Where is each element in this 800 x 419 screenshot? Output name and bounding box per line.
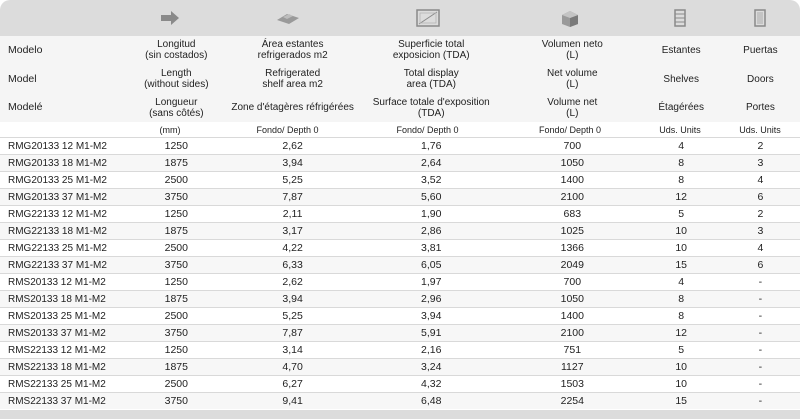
cell-shelves: 10 bbox=[675, 242, 688, 254]
unit-shelves: Uds. Units bbox=[659, 124, 701, 135]
cell-shelf-area: 3,94 bbox=[282, 157, 303, 169]
table-row bbox=[0, 341, 800, 358]
icon-cell-shelf-area bbox=[220, 0, 355, 36]
table-row bbox=[0, 188, 800, 205]
cell-model: RMG22133 25 M1-M2 bbox=[8, 242, 107, 254]
cell-volume: 1050 bbox=[560, 293, 584, 305]
header-row-spanish bbox=[0, 36, 800, 65]
header-es-shelves: Estantes bbox=[661, 44, 701, 56]
cell-model: RMS22133 37 M1-M2 bbox=[8, 395, 106, 407]
cell-shelf-area: 2,11 bbox=[282, 208, 303, 220]
cell-shelf-area: 7,87 bbox=[282, 191, 303, 203]
cell-shelf-area: 4,22 bbox=[282, 242, 303, 254]
header-fr-model: Modelé bbox=[8, 101, 43, 114]
cell-shelves: 4 bbox=[678, 140, 685, 152]
header-fr-doors: Portes bbox=[745, 102, 775, 114]
cell-model: RMS22133 25 M1-M2 bbox=[8, 378, 106, 390]
cell-shelves: 8 bbox=[678, 293, 685, 305]
cell-doors: - bbox=[758, 293, 763, 305]
cell-shelves: 4 bbox=[678, 276, 685, 288]
cell-model: RMG22133 37 M1-M2 bbox=[8, 259, 107, 271]
cell-volume: 2049 bbox=[560, 259, 584, 271]
doors-icon bbox=[753, 8, 767, 28]
cell-shelf-area: 5,25 bbox=[282, 310, 303, 322]
unit-length: (mm) bbox=[159, 124, 181, 135]
table-row bbox=[0, 239, 800, 256]
cell-display-area: 3,94 bbox=[421, 310, 442, 322]
table-body bbox=[0, 137, 800, 409]
header-es-shelf-area: Área estantes refrigerados m2 bbox=[257, 39, 328, 62]
cell-length: 1250 bbox=[164, 208, 188, 220]
header-fr-length: Longueur (sans côtés) bbox=[149, 96, 204, 119]
header-en-display-area: Total display area (TDA) bbox=[403, 68, 459, 91]
cell-doors: - bbox=[758, 310, 763, 322]
cell-model: RMS22133 12 M1-M2 bbox=[8, 344, 106, 356]
shelves-icon bbox=[673, 8, 687, 28]
cell-doors: - bbox=[758, 344, 763, 356]
unit-display-area: Fondo/ Depth 0 bbox=[396, 124, 459, 135]
cell-length: 1875 bbox=[164, 157, 188, 169]
table-row bbox=[0, 154, 800, 171]
cell-display-area: 5,60 bbox=[421, 191, 442, 203]
cell-display-area: 2,86 bbox=[421, 225, 442, 237]
cell-volume: 1503 bbox=[560, 378, 584, 390]
cell-volume: 2254 bbox=[560, 395, 584, 407]
cell-doors: 6 bbox=[757, 259, 764, 271]
cell-display-area: 6,05 bbox=[421, 259, 442, 271]
cell-length: 1875 bbox=[164, 293, 188, 305]
unit-shelf-area: Fondo/ Depth 0 bbox=[256, 124, 319, 135]
cell-shelf-area: 6,33 bbox=[282, 259, 303, 271]
table-row bbox=[0, 375, 800, 392]
cell-length: 1250 bbox=[164, 140, 188, 152]
cell-volume: 2100 bbox=[560, 327, 584, 339]
header-es-volume: Volumen neto (L) bbox=[541, 39, 603, 62]
cell-doors: 4 bbox=[757, 174, 764, 186]
cell-model: RMG20133 18 M1-M2 bbox=[8, 157, 107, 169]
header-fr-volume: Volume net (L) bbox=[547, 96, 598, 119]
icon-header-band bbox=[0, 0, 800, 36]
cell-shelves: 8 bbox=[678, 310, 685, 322]
cell-length: 3750 bbox=[164, 395, 188, 407]
table-row bbox=[0, 171, 800, 188]
cell-display-area: 1,97 bbox=[421, 276, 442, 288]
cell-display-area: 1,76 bbox=[421, 140, 442, 152]
table-row bbox=[0, 324, 800, 341]
unit-doors: Uds. Units bbox=[739, 124, 781, 135]
cell-doors: 2 bbox=[757, 208, 764, 220]
cell-display-area: 1,90 bbox=[421, 208, 442, 220]
cell-length: 3750 bbox=[164, 191, 188, 203]
cell-length: 2500 bbox=[164, 242, 188, 254]
cell-shelves: 15 bbox=[675, 259, 688, 271]
icon-cell-display-area bbox=[355, 0, 500, 36]
icon-cell-length bbox=[120, 0, 220, 36]
cell-shelves: 12 bbox=[675, 191, 688, 203]
cell-doors: 3 bbox=[757, 225, 764, 237]
footer-band bbox=[0, 410, 800, 419]
volume-cube-icon bbox=[559, 8, 581, 28]
cell-volume: 700 bbox=[563, 276, 582, 288]
cell-doors: - bbox=[758, 395, 763, 407]
cell-shelves: 5 bbox=[678, 344, 685, 356]
cell-volume: 1127 bbox=[561, 361, 584, 373]
icon-cell-model bbox=[0, 0, 120, 36]
cell-length: 2500 bbox=[164, 174, 188, 186]
cell-volume: 751 bbox=[563, 344, 582, 356]
table-row bbox=[0, 358, 800, 375]
cell-model: RMS20133 12 M1-M2 bbox=[8, 276, 106, 288]
table-row bbox=[0, 307, 800, 324]
cell-display-area: 4,32 bbox=[421, 378, 442, 390]
cell-model: RMS22133 18 M1-M2 bbox=[8, 361, 106, 373]
cell-length: 1250 bbox=[164, 276, 188, 288]
cell-model: RMG20133 12 M1-M2 bbox=[8, 140, 107, 152]
header-row-french bbox=[0, 93, 800, 122]
cell-display-area: 2,16 bbox=[421, 344, 442, 356]
table-row bbox=[0, 205, 800, 222]
display-area-icon bbox=[415, 8, 441, 28]
cell-shelves: 5 bbox=[678, 208, 685, 220]
cell-display-area: 2,64 bbox=[421, 157, 442, 169]
cell-length: 2500 bbox=[164, 310, 188, 322]
cell-model: RMG20133 37 M1-M2 bbox=[8, 191, 107, 203]
cell-display-area: 3,81 bbox=[421, 242, 442, 254]
cell-volume: 1366 bbox=[560, 242, 584, 254]
unit-volume: Fondo/ Depth 0 bbox=[538, 124, 602, 135]
cell-display-area: 3,24 bbox=[421, 361, 442, 373]
cell-volume: 1400 bbox=[560, 310, 584, 322]
cell-shelves: 10 bbox=[675, 361, 688, 373]
header-en-shelves: Shelves bbox=[663, 73, 699, 85]
cell-shelves: 10 bbox=[675, 378, 688, 390]
cell-volume: 1400 bbox=[560, 174, 584, 186]
cell-model: RMG20133 25 M1-M2 bbox=[8, 174, 107, 186]
cell-doors: 2 bbox=[757, 140, 764, 152]
cell-shelf-area: 3,94 bbox=[282, 293, 303, 305]
cell-doors: - bbox=[758, 361, 763, 373]
cell-length: 1875 bbox=[164, 361, 188, 373]
arrow-right-icon bbox=[159, 10, 181, 26]
table-row bbox=[0, 273, 800, 290]
cell-shelves: 12 bbox=[675, 327, 688, 339]
header-fr-shelves: Étagérées bbox=[658, 102, 704, 114]
cell-doors: 6 bbox=[757, 191, 764, 203]
header-es-length: Longitud (sin costados) bbox=[145, 39, 208, 62]
shelf-area-icon bbox=[275, 10, 301, 26]
cell-shelf-area: 9,41 bbox=[282, 395, 303, 407]
cell-shelves: 8 bbox=[678, 157, 685, 169]
header-es-display-area: Superficie total exposicion (TDA) bbox=[392, 39, 470, 62]
header-rows bbox=[0, 36, 800, 122]
header-en-volume: Net volume (L) bbox=[547, 68, 598, 91]
cell-volume: 1050 bbox=[560, 157, 584, 169]
cell-shelf-area: 3,14 bbox=[282, 344, 303, 356]
cell-shelf-area: 7,87 bbox=[282, 327, 303, 339]
cell-shelf-area: 4,70 bbox=[282, 361, 303, 373]
icon-cell-volume bbox=[500, 0, 640, 36]
cell-volume: 683 bbox=[563, 208, 582, 220]
cell-doors: - bbox=[758, 276, 763, 288]
cell-shelves: 10 bbox=[675, 225, 688, 237]
cell-model: RMG22133 12 M1-M2 bbox=[8, 208, 107, 220]
header-en-length: Length (without sides) bbox=[144, 68, 209, 91]
cell-length: 2500 bbox=[164, 378, 188, 390]
cell-length: 3750 bbox=[164, 327, 188, 339]
cell-doors: 3 bbox=[757, 157, 764, 169]
cell-shelves: 15 bbox=[675, 395, 688, 407]
header-en-shelf-area: Refrigerated shelf area m2 bbox=[262, 68, 323, 91]
header-en-doors: Doors bbox=[747, 73, 774, 85]
cell-shelf-area: 2,62 bbox=[282, 140, 303, 152]
cell-doors: - bbox=[758, 378, 763, 390]
cell-volume: 1025 bbox=[560, 225, 584, 237]
cell-model: RMG22133 18 M1-M2 bbox=[8, 225, 107, 237]
cell-shelf-area: 3,17 bbox=[282, 225, 303, 237]
cell-volume: 2100 bbox=[560, 191, 584, 203]
cell-shelf-area: 5,25 bbox=[282, 174, 303, 186]
icon-cell-shelves bbox=[640, 0, 720, 36]
header-fr-display-area: Surface totale d'exposition (TDA) bbox=[372, 96, 490, 119]
table-row bbox=[0, 392, 800, 409]
cell-length: 3750 bbox=[164, 259, 188, 271]
cell-shelf-area: 6,27 bbox=[282, 378, 303, 390]
cell-model: RMS20133 25 M1-M2 bbox=[8, 310, 106, 322]
header-row-english bbox=[0, 65, 800, 94]
cell-doors: - bbox=[758, 327, 763, 339]
cell-length: 1875 bbox=[164, 225, 188, 237]
cell-model: RMS20133 37 M1-M2 bbox=[8, 327, 106, 339]
header-es-model: Modelo bbox=[8, 43, 43, 56]
cell-display-area: 5,91 bbox=[421, 327, 442, 339]
table-row bbox=[0, 256, 800, 273]
cell-display-area: 3,52 bbox=[421, 174, 442, 186]
header-en-model: Model bbox=[8, 72, 37, 85]
cell-volume: 700 bbox=[563, 140, 582, 152]
table-row bbox=[0, 137, 800, 154]
units-row bbox=[0, 122, 800, 137]
table-row bbox=[0, 290, 800, 307]
table-row bbox=[0, 222, 800, 239]
icon-cell-doors bbox=[720, 0, 800, 36]
cell-shelves: 8 bbox=[678, 174, 685, 186]
cell-model: RMS20133 18 M1-M2 bbox=[8, 293, 106, 305]
header-es-doors: Puertas bbox=[743, 44, 778, 56]
cell-doors: 4 bbox=[757, 242, 764, 254]
cell-display-area: 6,48 bbox=[421, 395, 442, 407]
cell-shelf-area: 2,62 bbox=[282, 276, 303, 288]
header-fr-shelf-area: Zone d'étagères réfrigérées bbox=[231, 102, 354, 114]
cell-display-area: 2,96 bbox=[421, 293, 442, 305]
cell-length: 1250 bbox=[164, 344, 188, 356]
